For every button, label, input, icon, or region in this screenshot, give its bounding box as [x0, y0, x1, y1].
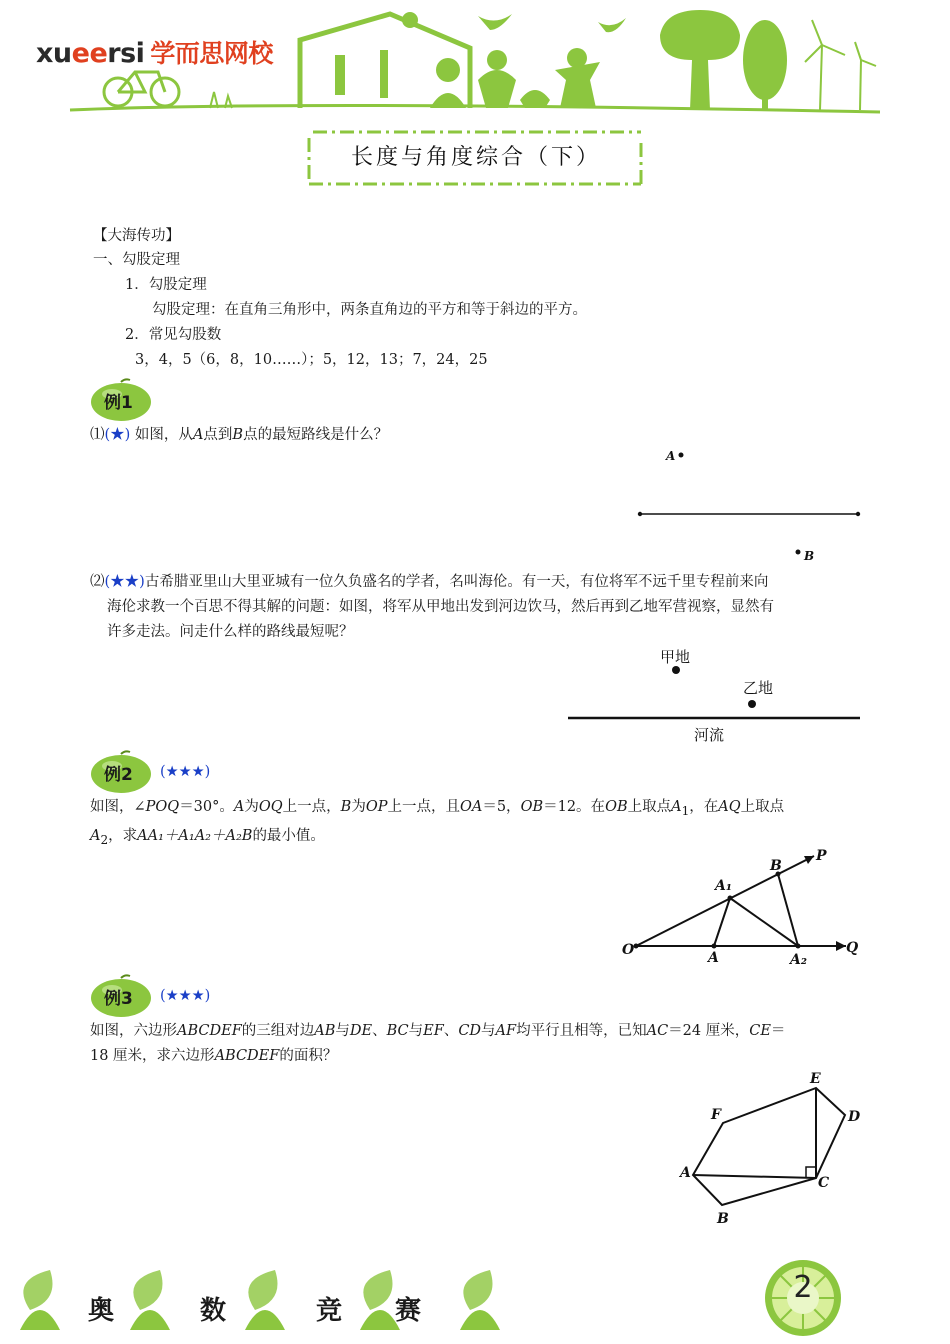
page-number: 2	[793, 1270, 813, 1305]
fig1-point-b	[796, 550, 801, 555]
fig2-label-yi: 乙地	[743, 679, 774, 697]
example1-badge	[90, 378, 152, 426]
fig3-label-o: O	[622, 942, 635, 958]
figure3-diagram	[618, 840, 868, 970]
footer-word-3: 竞	[316, 1296, 343, 1326]
fig3-label-a1: A₁	[715, 878, 732, 894]
item2-label: 2．常见勾股数	[125, 327, 222, 343]
fig2-point-jia	[672, 666, 680, 674]
footer-word-4: 赛	[395, 1296, 422, 1326]
example2-badge-text: 例2	[104, 765, 133, 785]
example3-badge-text: 例3	[104, 989, 133, 1009]
page-title: 长度与角度综合（下）	[350, 145, 601, 170]
example3-stars: (★★★)	[160, 988, 211, 1004]
fig4-label-a: A	[680, 1165, 691, 1181]
figure1-diagram	[630, 440, 870, 570]
fig1-label-a: A	[666, 449, 676, 463]
fig3-label-a2: A₂	[790, 952, 807, 968]
item1-text: 勾股定理：在直角三角形中，两条直角边的平方和等于斜边的平方。	[152, 302, 587, 318]
figure4-hexagon	[670, 1065, 870, 1230]
brand-logo: xueersi 学而思网校	[36, 38, 273, 69]
example1-question2: ⑵(★★)古希腊亚里山大里亚城有一位久负盛名的学者，名叫海伦。有一天，有位将军不远千里专程前来向 海伦求教一个百思不得其解的问题：如图，将军从甲地出发到河边饮马，然后再到乙地军营视察，显然有 许多走法。问走什么样的路线最短呢？	[90, 574, 774, 640]
fig3-label-a: A	[708, 950, 719, 966]
item2-text: 3，4，5（6，8，10……）；5，12，13；7，24，25	[135, 352, 488, 368]
fig4-label-d: D	[848, 1109, 861, 1125]
section-heading: 一、勾股定理	[93, 252, 180, 268]
footer-word-2: 数	[200, 1296, 227, 1326]
fig3-label-b: B	[770, 858, 782, 874]
example1-question1: ⑴(★) 如图，从A点到B点的最短路线是什么？	[90, 427, 389, 443]
section-tag: 【大海传功】	[93, 228, 180, 244]
fig3-label-p: P	[816, 848, 827, 864]
footer-word-1: 奥	[88, 1296, 115, 1326]
fig2-label-jia: 甲地	[660, 648, 691, 666]
example2-stars: (★★★)	[160, 764, 211, 780]
fig2-label-river: 河流	[694, 726, 725, 744]
example1-badge-text: 例1	[104, 393, 133, 413]
fig4-label-f: F	[711, 1107, 721, 1123]
fig3-label-q: Q	[846, 940, 859, 956]
figure2-diagram	[560, 640, 870, 750]
example2-question: 如图，∠POQ＝30°。A为OQ上一点，B为OP上一点，且OA＝5，OB＝12。在OB上取点$A_1$，在AQ上取点 $A_2$，求AA₁＋A₁A₂＋A₂B的最小值。	[90, 799, 785, 847]
fig1-label-b: B	[804, 549, 815, 563]
example3-badge	[90, 974, 152, 1022]
example3-question: 如图，六边形ABCDEF的三组对边AB与DE、BC与EF、CD与AF均平行且相等，已知AC＝24 厘米，CE＝ 18 厘米，求六边形ABCDEF的面积？	[90, 1023, 786, 1064]
example2-badge	[90, 750, 152, 798]
fig4-label-b: B	[717, 1211, 729, 1227]
fig2-point-yi	[748, 700, 756, 708]
fig4-label-c: C	[818, 1175, 830, 1191]
item1-label: 1．勾股定理	[125, 277, 207, 293]
fig4-label-e: E	[810, 1071, 821, 1087]
fig1-point-a	[679, 453, 684, 458]
